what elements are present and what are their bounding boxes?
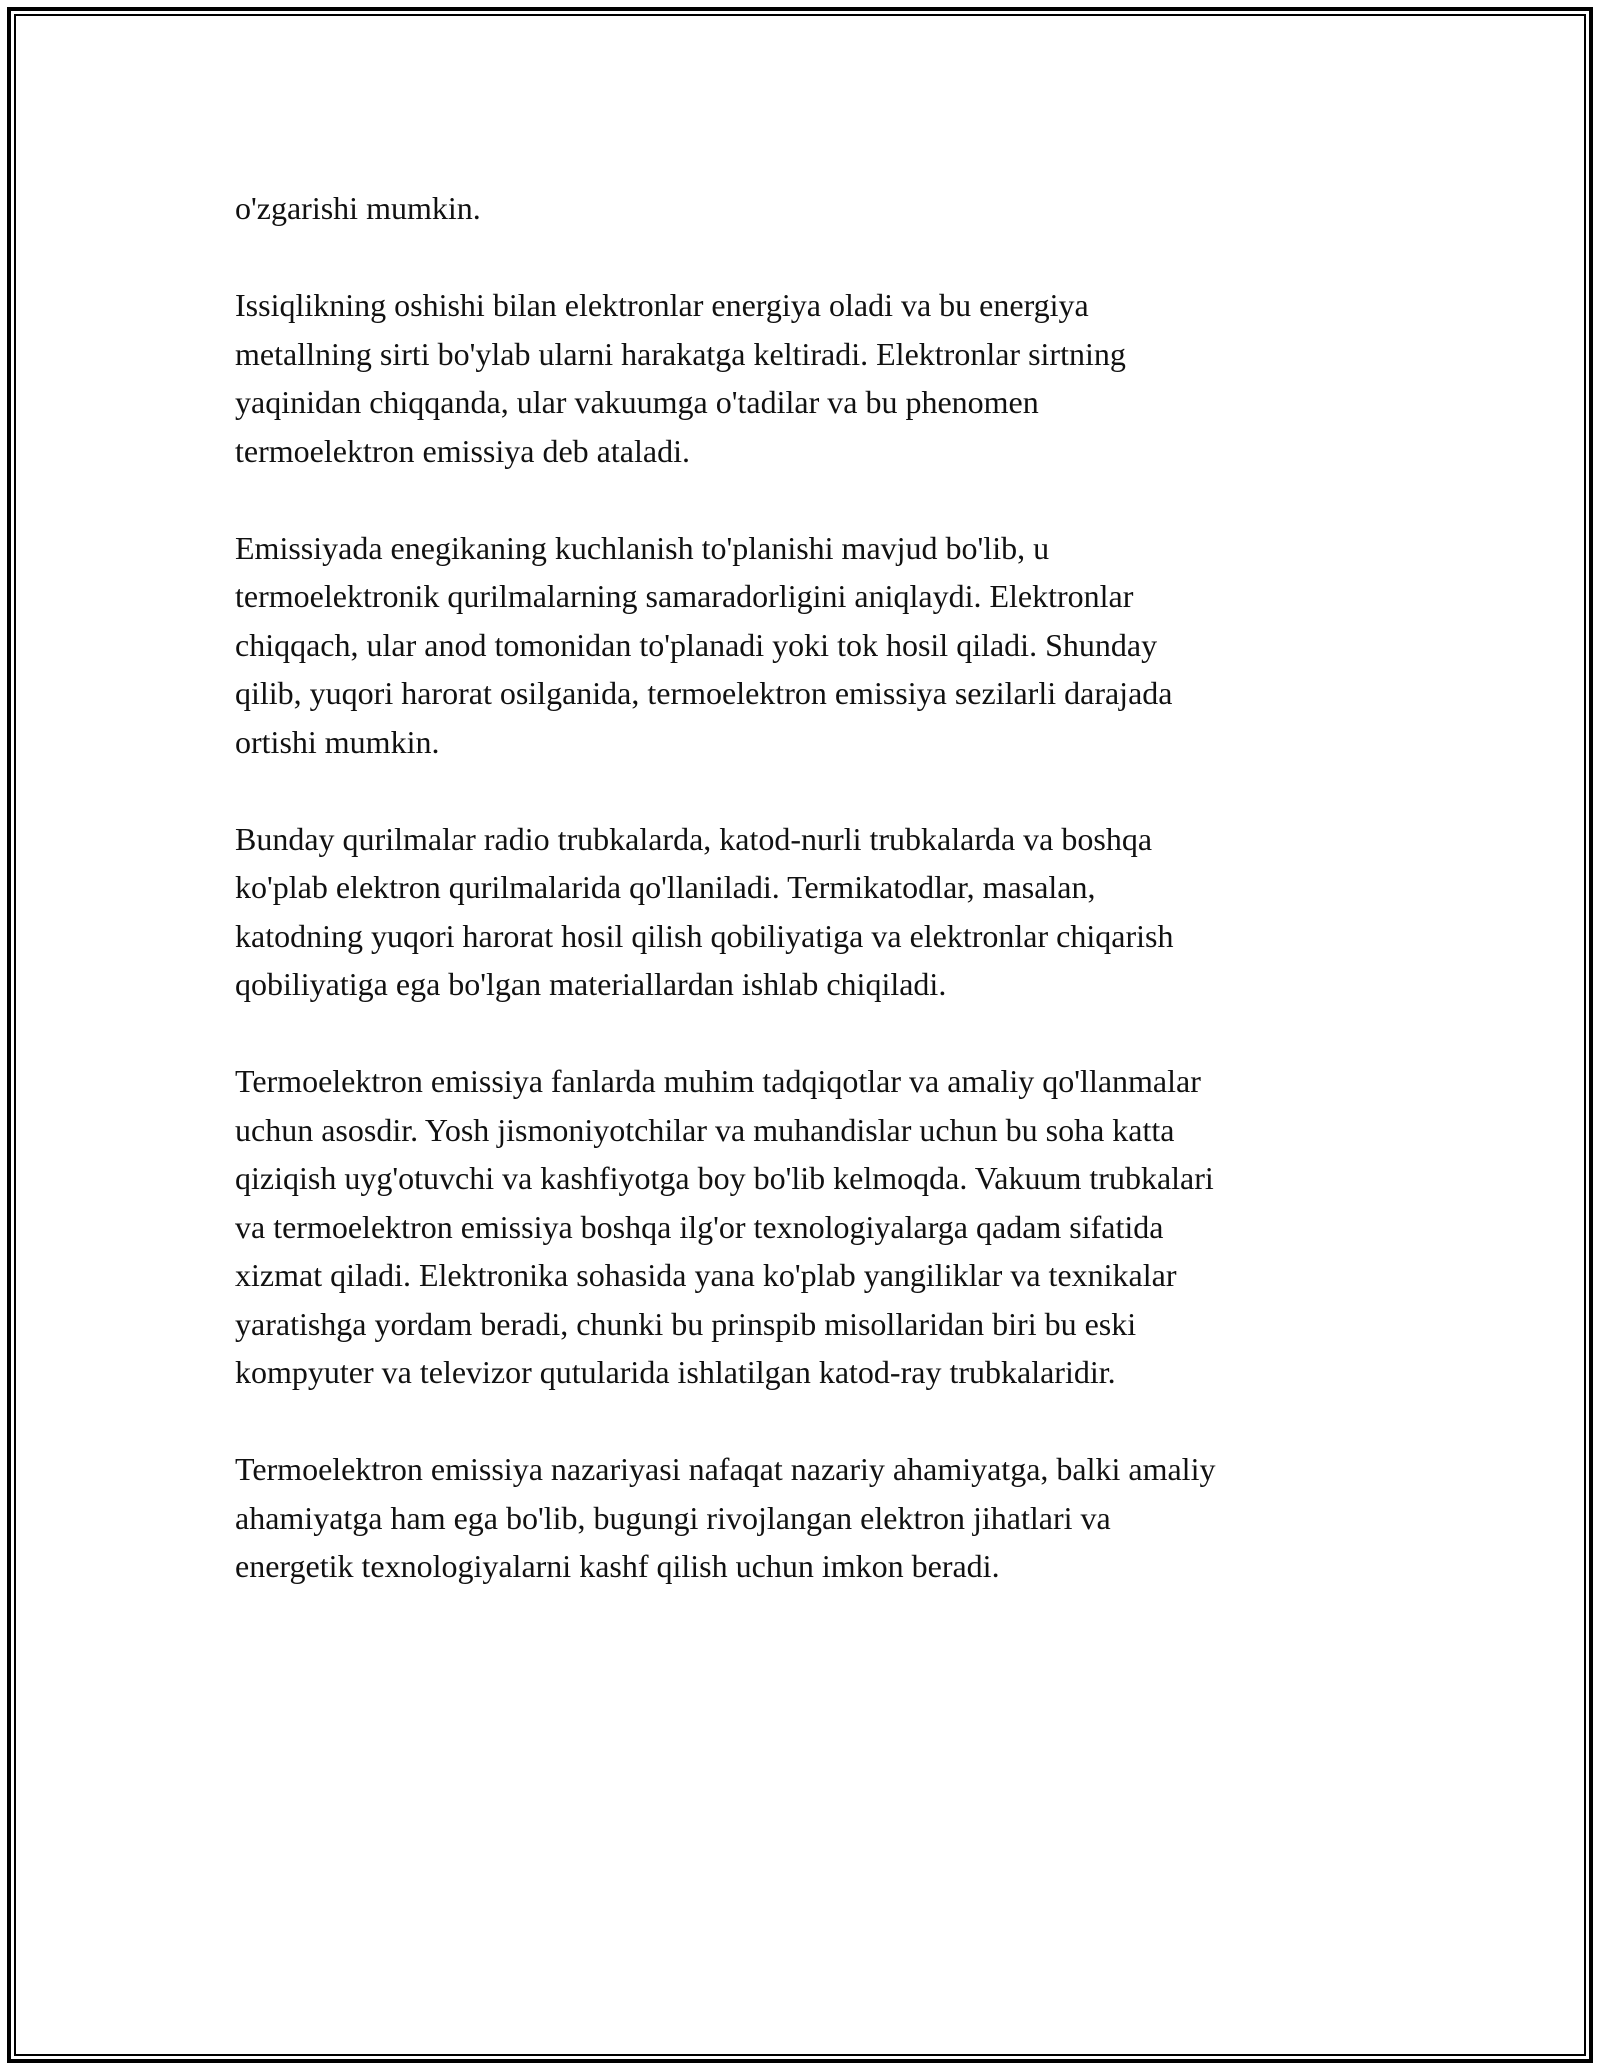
document-body [235,184,1375,1639]
paragraph-6 [235,1445,1375,1591]
paragraph-3 [235,524,1375,767]
text-line: Bunday qurilmalar radio trubkalarda, katod-nurli trubkalarda va boshqa [235,820,1153,857]
text-line: Termoelektron emissiya fanlarda muhim tadqiqotlar va amaliy qo'llanmalar [235,1063,1201,1099]
text-line: qiziqish uyg'otuvchi va kashfiyotga boy bo'lib kelmoqda. Vakuum trubkalari [235,1160,1214,1196]
text-line: ortishi mumkin. [235,723,440,760]
text-line: kompyuter va televizor qutularida ishlatilgan katod-ray trubkalaridir. [235,1354,1116,1390]
text-line: termoelektronik qurilmalarning samaradorligini aniqlaydi. Elektronlar [235,578,1134,614]
text-line: xizmat qiladi. Elektronika sohasida yana ko'plab yangiliklar va texnikalar [235,1257,1177,1293]
text-line: uchun asosdir. Yosh jismoniyotchilar va muhandislar uchun bu soha katta [235,1111,1175,1148]
text-line: energetik texnologiyalarni kashf qilish uchun imkon beradi. [235,1548,1000,1584]
text-line: Termoelektron emissiya nazariyasi nafaqat nazariy ahamiyatga, balki amaliy [235,1451,1216,1487]
text-line: Emissiyada enegikaning kuchlanish to'planishi mavjud bo'lib, u [235,529,1050,566]
text-line: va termoelektron emissiya boshqa ilg'or texnologiyalarga qadam sifatida [235,1208,1164,1245]
text-line: ahamiyatga ham ega bo'lib, bugungi rivojlangan elektron jihatlari va [235,1499,1111,1536]
text-line: yaratishga yordam beradi, chunki bu prinspib misollaridan biri bu eski [235,1305,1137,1342]
text-line: katodning yuqori harorat hosil qilish qobiliyatiga va elektronlar chiqarish [235,917,1174,954]
text-line: termoelektron emissiya deb ataladi. [235,432,690,469]
paragraph-2 [235,281,1375,475]
paragraph-5 [235,1057,1375,1397]
text-line: Issiqlikning oshishi bilan elektronlar energiya oladi va bu energiya [235,287,1089,323]
text-line: ko'plab elektron qurilmalarida qo'llaniladi. Termikatodlar, masalan, [235,869,1096,905]
paragraph-1 [235,184,1375,233]
text-line: chiqqach, ular anod tomonidan to'planadi yoki tok hosil qiladi. Shunday [235,626,1158,663]
text-line: qobiliyatiga ega bo'lgan materiallardan ishlab chiqiladi. [235,966,947,1002]
text-line: metallning sirti bo'ylab ularni harakatga keltiradi. Elektronlar sirtning [235,335,1126,372]
text-line: yaqinidan chiqqanda, ular vakuumga o'tadilar va bu phenomen [235,384,1039,420]
text-line: o'zgarishi mumkin. [235,190,481,226]
text-line: qilib, yuqori harorat osilganida, termoelektron emissiya sezilarli darajada [235,675,1173,711]
paragraph-4 [235,815,1375,1009]
